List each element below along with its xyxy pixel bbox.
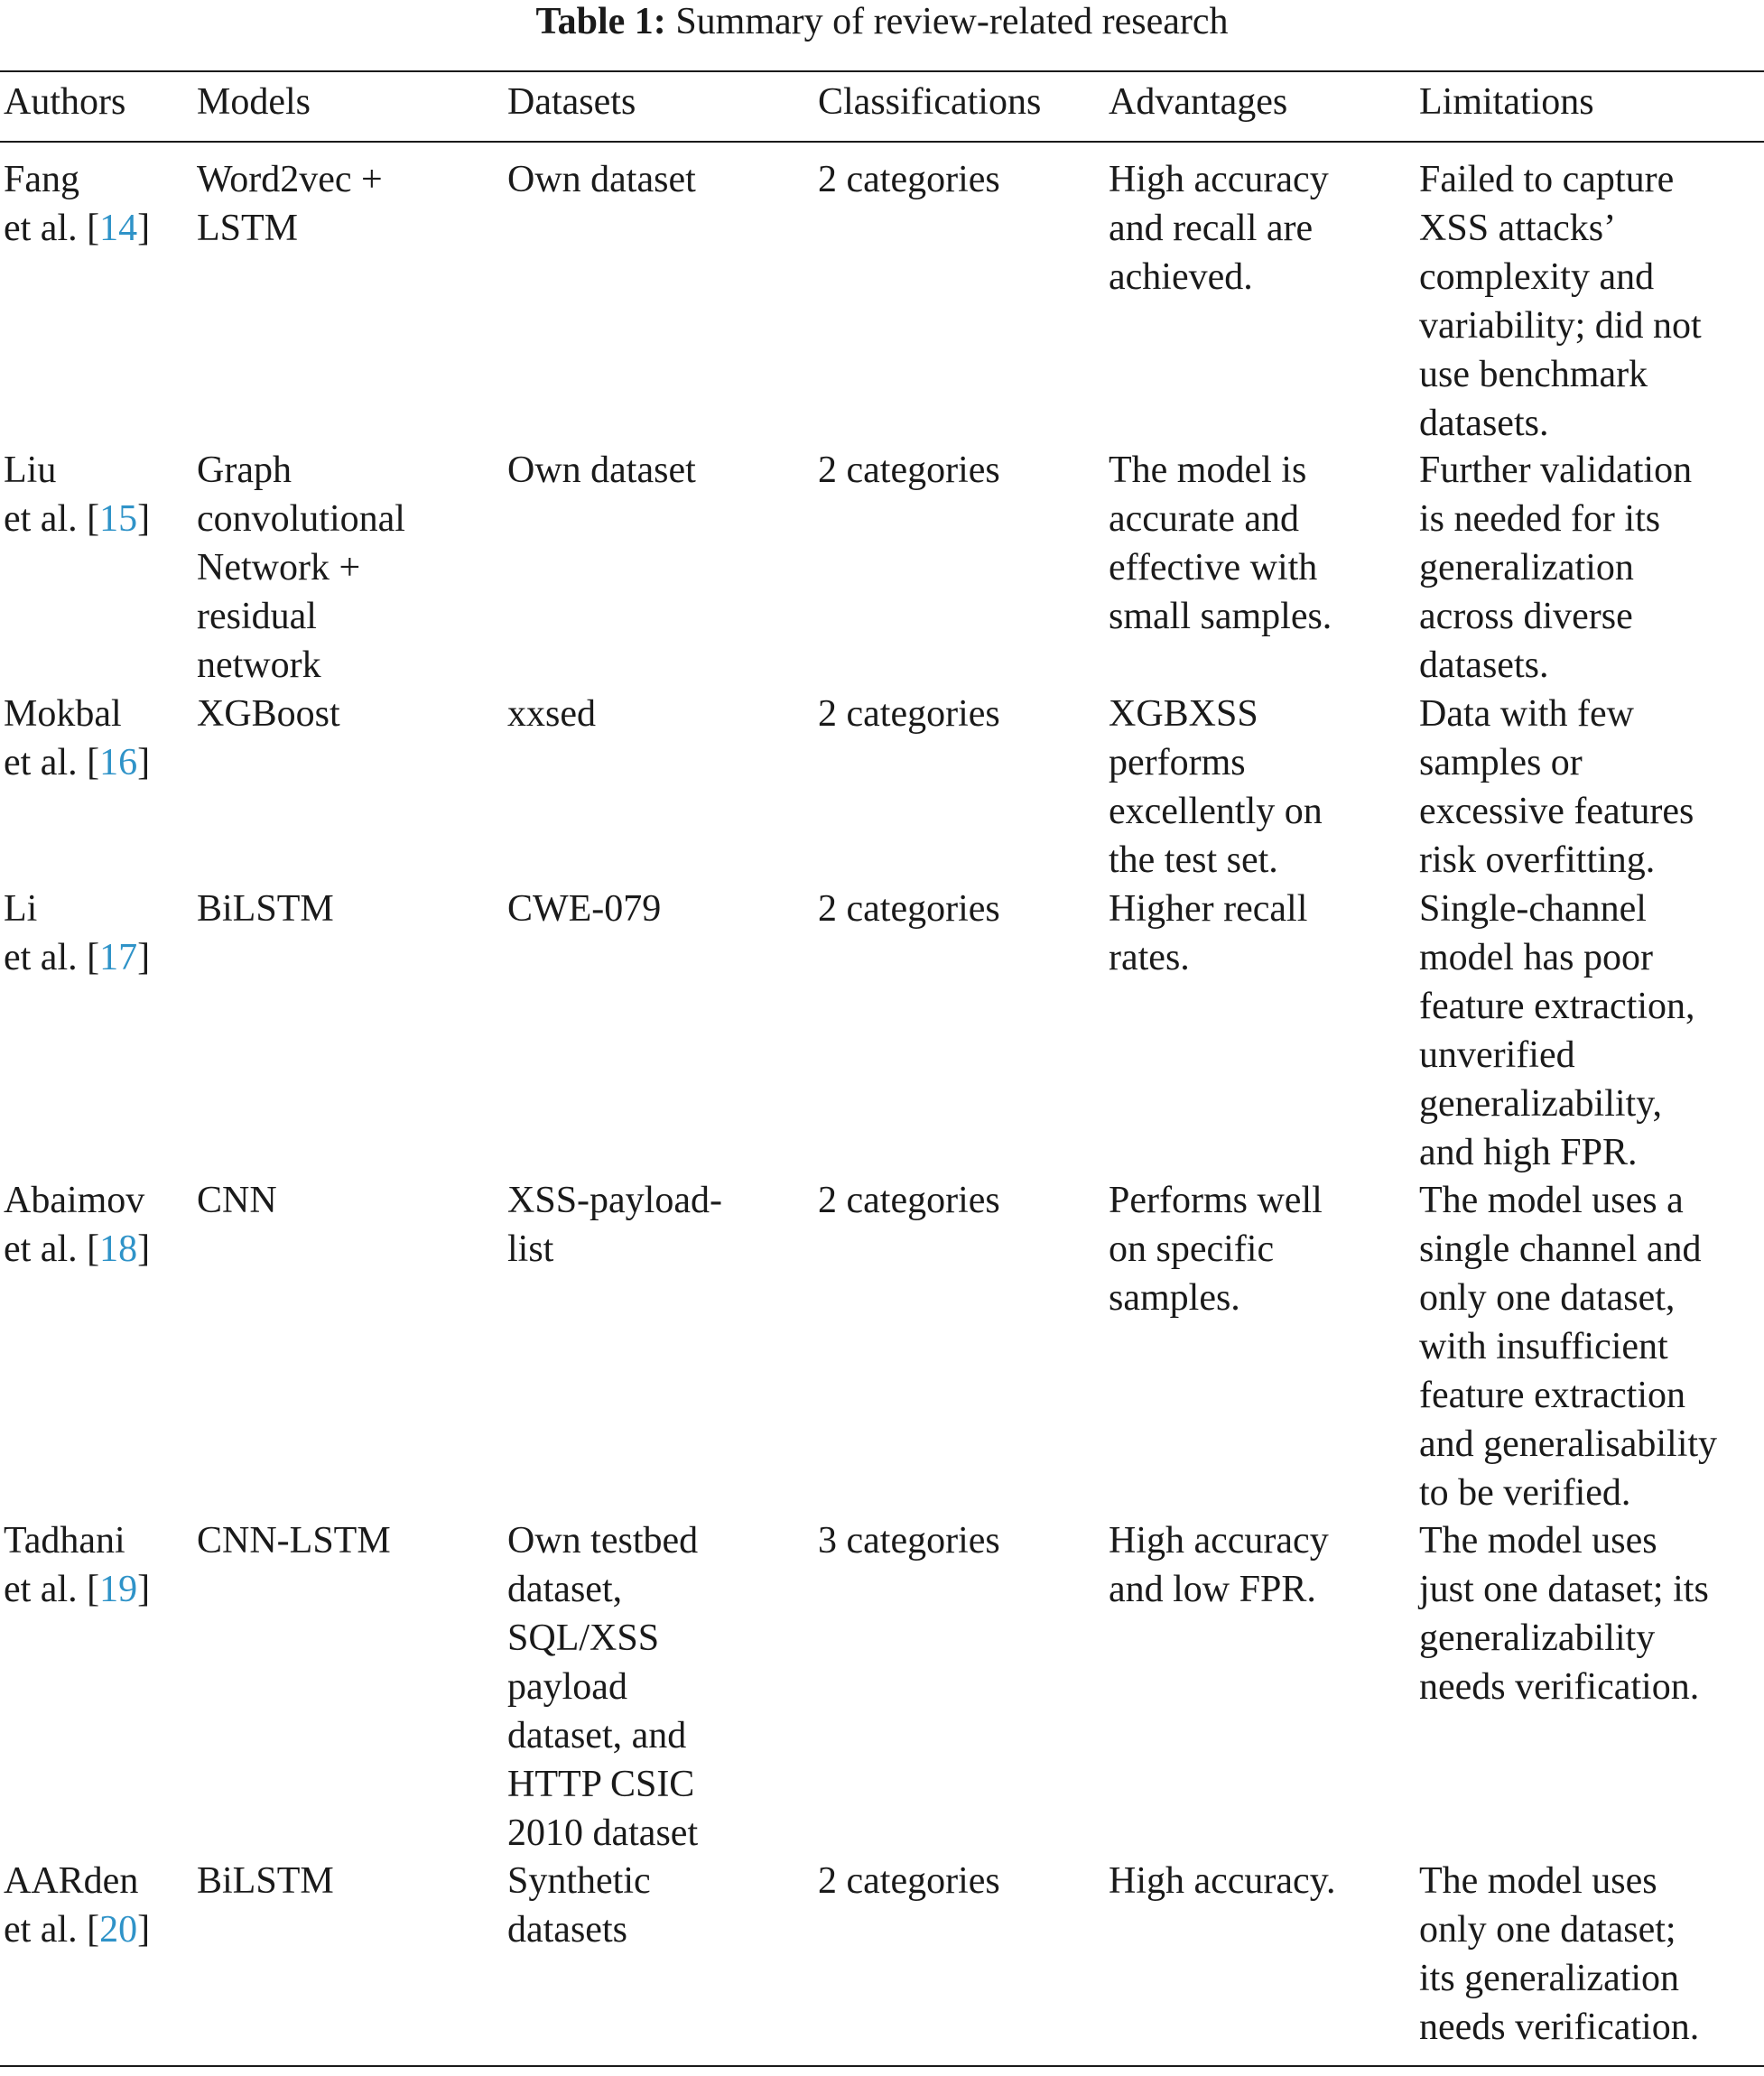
author-citation (4, 204, 150, 253)
cell-datasets (507, 446, 696, 495)
datasets-line: Own testbed (507, 1520, 699, 1562)
limitations-line: samples or (1419, 742, 1583, 783)
limitations-line: Further validation (1419, 449, 1693, 491)
bracket-close: ] (137, 1228, 151, 1270)
author-citation (4, 933, 150, 982)
author-name: Tadhani (4, 1520, 125, 1562)
author-name: Mokbal (4, 693, 122, 735)
advantages-line: on specific (1109, 1228, 1275, 1270)
datasets-line: CWE-079 (507, 888, 662, 930)
classifications-line: 2 categories (818, 159, 1000, 200)
classifications-line: 2 categories (818, 693, 1000, 735)
limitations-line: excessive features (1419, 791, 1694, 832)
bracket-close: ] (137, 742, 151, 783)
advantages-line: High accuracy. (1109, 1860, 1336, 1902)
table-top-rule (0, 70, 1764, 72)
advantages-line: achieved. (1109, 256, 1253, 298)
datasets-line: xxsed (507, 693, 596, 735)
reference-link[interactable]: 19 (99, 1569, 138, 1610)
reference-link[interactable]: 18 (99, 1228, 138, 1270)
cell-authors (4, 1176, 150, 1274)
datasets-line: Synthetic (507, 1860, 651, 1902)
limitations-line: complexity and (1419, 256, 1655, 298)
limitations-line: datasets. (1419, 403, 1549, 444)
cell-classifications (818, 1857, 1000, 1905)
cell-advantages (1109, 155, 1329, 301)
datasets-line: SQL/XSS (507, 1617, 660, 1659)
table-bottom-rule (0, 2065, 1764, 2067)
cell-limitations (1419, 1516, 1709, 1711)
cell-authors (4, 885, 150, 982)
limitations-line: generalizability, (1419, 1083, 1662, 1125)
cell-advantages (1109, 690, 1323, 885)
models-line: CNN-LSTM (197, 1520, 391, 1562)
table-caption (0, 0, 1764, 43)
bracket-close: ] (137, 937, 151, 978)
cell-authors (4, 446, 150, 543)
advantages-line: High accuracy (1109, 159, 1329, 200)
limitations-line: The model uses (1419, 1520, 1657, 1562)
limitations-line: use benchmark (1419, 354, 1648, 395)
bracket-close: ] (137, 1909, 151, 1951)
models-line: CNN (197, 1180, 277, 1221)
author-citation (4, 1565, 150, 1614)
models-line: residual (197, 596, 317, 637)
datasets-line: list (507, 1228, 554, 1270)
author-citation (4, 495, 150, 543)
cell-models (197, 885, 334, 933)
cell-models (197, 1857, 334, 1905)
cell-classifications (818, 885, 1000, 933)
classifications-line: 2 categories (818, 1180, 1000, 1221)
author-citation (4, 738, 150, 787)
models-line: Graph (197, 449, 292, 491)
limitations-line: generalization (1419, 547, 1634, 589)
cell-limitations (1419, 1176, 1717, 1517)
limitations-line: its generalization (1419, 1958, 1680, 1999)
limitations-line: The model uses a (1419, 1180, 1684, 1221)
limitations-line: needs verification. (1419, 1666, 1700, 1708)
author-citation (4, 1225, 150, 1274)
cell-models (197, 446, 405, 690)
author-citation (4, 1905, 150, 1954)
limitations-line: XSS attacks’ (1419, 208, 1617, 249)
limitations-line: to be verified. (1419, 1472, 1631, 1514)
models-line: LSTM (197, 208, 299, 249)
cell-datasets (507, 1857, 651, 1954)
reference-link[interactable]: 14 (99, 208, 138, 249)
cell-advantages (1109, 1516, 1329, 1614)
cell-datasets (507, 1516, 698, 1858)
table-caption-label: Table 1: (535, 1, 666, 42)
advantages-line: High accuracy (1109, 1520, 1329, 1562)
models-line: Network + (197, 547, 361, 589)
advantages-line: accurate and (1109, 498, 1300, 540)
reference-link[interactable]: 16 (99, 742, 138, 783)
limitations-line: generalizability (1419, 1617, 1656, 1659)
header-limitations: Limitations (1419, 81, 1594, 123)
datasets-line: dataset, and (507, 1715, 687, 1756)
limitations-line: risk overfitting. (1419, 839, 1656, 881)
header-models: Models (197, 81, 311, 123)
models-line: convolutional (197, 498, 405, 540)
cell-models (197, 1516, 391, 1565)
limitations-line: and high FPR. (1419, 1132, 1638, 1173)
datasets-line: payload (507, 1666, 627, 1708)
header-datasets: Datasets (507, 81, 636, 123)
cell-classifications (818, 446, 1000, 495)
datasets-line: Own dataset (507, 449, 696, 491)
etal-text: et al. [ (4, 1909, 100, 1951)
cell-datasets (507, 1176, 722, 1274)
author-name: Liu (4, 449, 57, 491)
header-advantages: Advantages (1109, 81, 1288, 123)
models-line: BiLSTM (197, 1860, 334, 1902)
models-line: network (197, 644, 321, 686)
header-authors: Authors (4, 81, 126, 123)
models-line: Word2vec + (197, 159, 383, 200)
table-caption-text: Summary of review-related research (675, 1, 1229, 42)
etal-text: et al. [ (4, 498, 100, 540)
limitations-line: only one dataset; (1419, 1909, 1676, 1951)
author-name: Li (4, 888, 38, 930)
cell-limitations (1419, 446, 1692, 690)
cell-advantages (1109, 1857, 1335, 1905)
advantages-line: excellently on (1109, 791, 1323, 832)
cell-datasets (507, 885, 661, 933)
limitations-line: just one dataset; its (1419, 1569, 1709, 1610)
cell-authors (4, 690, 150, 787)
datasets-line: datasets (507, 1909, 627, 1951)
advantages-line: samples. (1109, 1277, 1240, 1319)
cell-authors (4, 155, 150, 253)
classifications-line: 2 categories (818, 449, 1000, 491)
limitations-line: with insufficient (1419, 1326, 1668, 1367)
reference-link[interactable]: 15 (99, 498, 138, 540)
limitations-line: datasets. (1419, 644, 1549, 686)
cell-limitations (1419, 885, 1694, 1177)
classifications-line: 2 categories (818, 888, 1000, 930)
advantages-line: performs (1109, 742, 1246, 783)
etal-text: et al. [ (4, 1228, 100, 1270)
limitations-line: Single-channel (1419, 888, 1647, 930)
cell-datasets (507, 155, 696, 204)
advantages-line: small samples. (1109, 596, 1332, 637)
classifications-line: 2 categories (818, 1860, 1000, 1902)
advantages-line: effective with (1109, 547, 1318, 589)
cell-models (197, 1176, 277, 1225)
cell-authors (4, 1516, 150, 1614)
models-line: BiLSTM (197, 888, 334, 930)
advantages-line: Higher recall (1109, 888, 1308, 930)
header-classifications: Classifications (818, 81, 1042, 123)
classifications-line: 3 categories (818, 1520, 1000, 1562)
limitations-line: only one dataset, (1419, 1277, 1676, 1319)
limitations-line: variability; did not (1419, 305, 1702, 347)
cell-limitations (1419, 1857, 1699, 2052)
datasets-line: dataset, (507, 1569, 623, 1610)
bracket-close: ] (137, 1569, 151, 1610)
cell-classifications (818, 155, 1000, 204)
limitations-line: and generalisability (1419, 1423, 1718, 1465)
etal-text: et al. [ (4, 742, 100, 783)
advantages-line: The model is (1109, 449, 1307, 491)
cell-classifications (818, 1516, 1000, 1565)
limitations-line: model has poor (1419, 937, 1653, 978)
cell-models (197, 690, 340, 738)
cell-classifications (818, 690, 1000, 738)
cell-advantages (1109, 1176, 1323, 1322)
cell-advantages (1109, 446, 1332, 641)
limitations-line: unverified (1419, 1034, 1575, 1076)
datasets-line: Own dataset (507, 159, 696, 200)
limitations-line: Failed to capture (1419, 159, 1675, 200)
advantages-line: and low FPR. (1109, 1569, 1316, 1610)
cell-models (197, 155, 383, 253)
datasets-line: HTTP CSIC (507, 1764, 695, 1805)
limitations-line: feature extraction, (1419, 986, 1695, 1027)
reference-link[interactable]: 17 (99, 937, 138, 978)
etal-text: et al. [ (4, 937, 100, 978)
datasets-line: XSS-payload- (507, 1180, 722, 1221)
etal-text: et al. [ (4, 1569, 100, 1610)
cell-datasets (507, 690, 596, 738)
datasets-line: 2010 dataset (507, 1812, 699, 1854)
limitations-line: needs verification. (1419, 2006, 1700, 2048)
cell-limitations (1419, 690, 1694, 885)
author-name: Abaimov (4, 1180, 145, 1221)
advantages-line: XGBXSS (1109, 693, 1258, 735)
bracket-close: ] (137, 208, 151, 249)
cell-classifications (818, 1176, 1000, 1225)
cell-advantages (1109, 885, 1307, 982)
advantages-line: Performs well (1109, 1180, 1323, 1221)
limitations-line: is needed for its (1419, 498, 1661, 540)
advantages-line: and recall are (1109, 208, 1314, 249)
limitations-line: across diverse (1419, 596, 1633, 637)
advantages-line: the test set. (1109, 839, 1278, 881)
limitations-line: The model uses (1419, 1860, 1657, 1902)
table-header-rule (0, 141, 1764, 143)
cell-limitations (1419, 155, 1702, 448)
models-line: XGBoost (197, 693, 340, 735)
limitations-line: single channel and (1419, 1228, 1702, 1270)
author-name: AARden (4, 1860, 139, 1902)
limitations-line: feature extraction (1419, 1375, 1685, 1416)
advantages-line: rates. (1109, 937, 1190, 978)
etal-text: et al. [ (4, 208, 100, 249)
cell-authors (4, 1857, 150, 1954)
author-name: Fang (4, 159, 79, 200)
reference-link[interactable]: 20 (99, 1909, 138, 1951)
bracket-close: ] (137, 498, 151, 540)
limitations-line: Data with few (1419, 693, 1634, 735)
